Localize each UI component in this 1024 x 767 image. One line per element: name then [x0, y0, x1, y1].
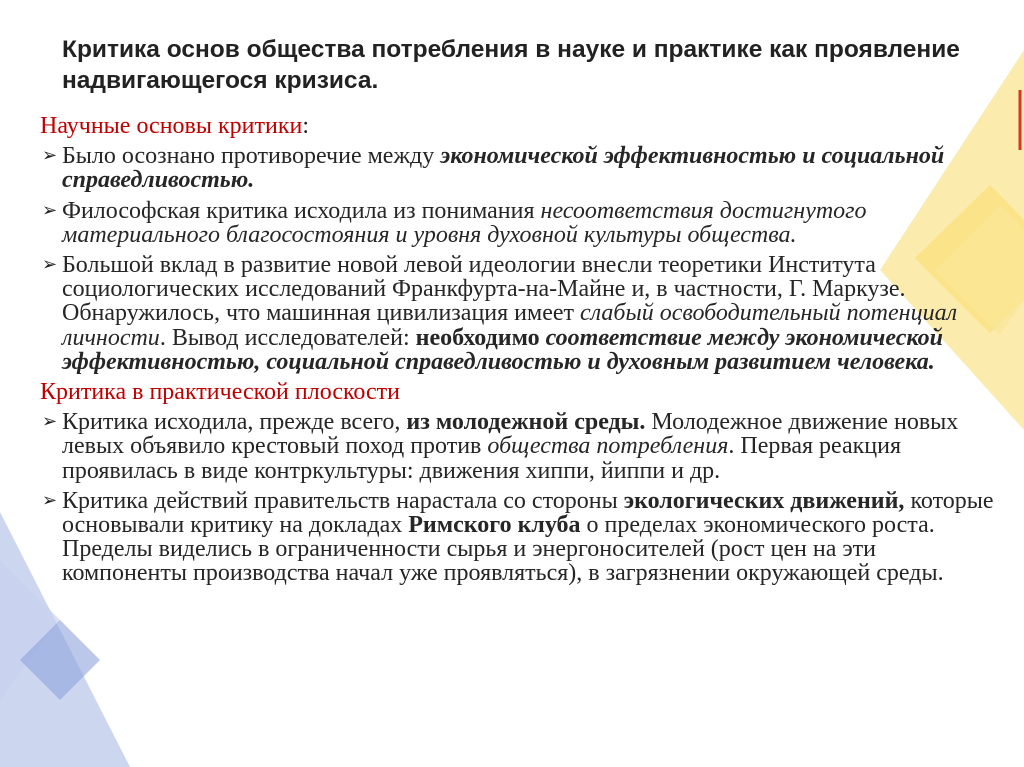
section-heading-scientific [40, 114, 1000, 138]
bullet-frankfurt [40, 253, 1000, 374]
bullet-text-2: . Вывод исследователей: [159, 324, 416, 351]
bullet-text: Было осознано противоречие между [62, 143, 441, 170]
bullet-emphasis: экономической эффективностью и социальной справедливостью. [62, 143, 945, 194]
slide-title: Критика основ общества потребления в науке и практике как проявление надвигающегося кризиса. [62, 36, 960, 94]
bullet-emphasis: соответствие между экономической эффективностью, социальной справедливостью и духовным развитием человека. [62, 324, 943, 375]
bullet-text-2: которые основывали критику на докладах [62, 487, 994, 539]
bullet-philosophical [40, 199, 1000, 247]
bullet-bold: из молодежной среды. [406, 409, 646, 436]
bullet-youth [40, 410, 1000, 483]
section-heading-practical: Критика в практической плоскости [40, 379, 400, 406]
bullet-text-2: Молодежное движение новых левых объявило крестовый поход против [62, 409, 959, 460]
bullet-contradiction [40, 144, 1000, 192]
bullet-italic: несоответствия достигнутого материального благосостояния и уровня духовной культуры общества. [62, 197, 867, 248]
bullet-italic: общества потребления [487, 433, 729, 460]
bullet-italic: слабый освободительный потенциал личности [62, 300, 958, 351]
heading-text: Научные основы критики [40, 113, 303, 139]
arrow-bullet-icon: ➢ [42, 254, 58, 276]
arrow-bullet-icon: ➢ [42, 411, 58, 433]
bullet-text: Критика исходила, прежде всего, [62, 409, 407, 436]
bullet-text: Критика действий правительств нарастала со стороны [62, 487, 624, 514]
arrow-bullet-icon: ➢ [42, 145, 58, 167]
bullet-bold: необходимо [415, 324, 546, 351]
arrow-bullet-icon: ➢ [42, 489, 58, 511]
bullet-text-3: . Первая реакция проявилась в виде контркультуры: движения хиппи, йиппи и др. [62, 433, 902, 484]
slide-content [40, 114, 1000, 592]
heading-colon: : [302, 113, 310, 139]
bullet-text: Большой вклад в развитие новой левой идеологии внесли теоретики Института социологических исследований Франкфурта-на-Майне и, в частности, Г. Маркузе. Обнаружилось, что машинная цивилизация имеет [62, 252, 906, 327]
arrow-bullet-icon: ➢ [42, 199, 58, 221]
bullet-text: Философская критика исходила из понимания [62, 197, 541, 224]
bullet-bold: экологических движений, [623, 487, 905, 514]
bullet-ecological [40, 489, 1000, 586]
bullet-text-3: о пределах экономического роста. Пределы виделись в ограниченности сырья и энергоносителей (рост цен на эти компоненты производства начал уже проявляться), в загрязнении окружающей среды. [62, 512, 944, 587]
bullet-bold-2: Римского клуба [408, 512, 581, 539]
